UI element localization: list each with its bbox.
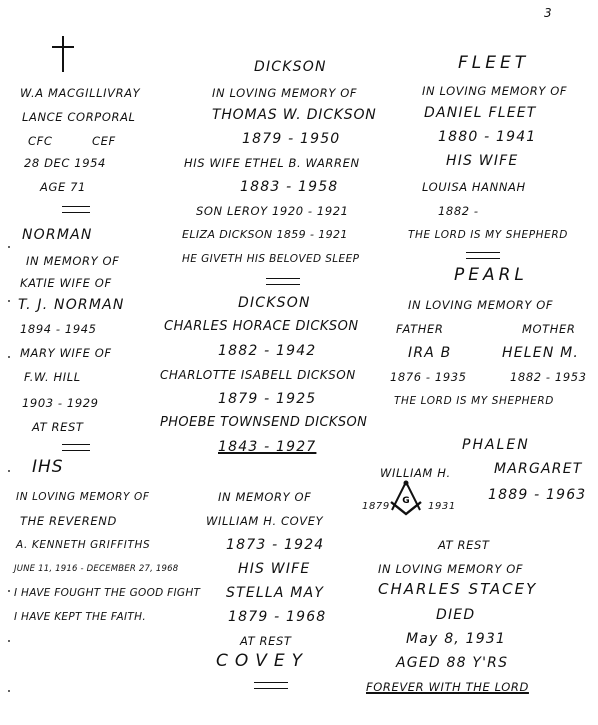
dickson-line: HE GIVETH HIS BELOVED SLEEP <box>182 253 360 265</box>
covey-line: 1879 - 1968 <box>228 609 327 625</box>
dickson-line: 1879 - 1950 <box>242 131 341 147</box>
stacey-line: DIED <box>436 607 476 623</box>
griffiths-line: IN LOVING MEMORY OF <box>16 491 150 503</box>
norman-line: 1894 - 1945 <box>20 322 97 336</box>
ihs-monogram: IHS <box>32 457 64 477</box>
divider <box>62 444 90 451</box>
svg-text:G: G <box>402 496 410 506</box>
griffiths-line: THE REVEREND <box>20 514 117 528</box>
fleet-surname: FLEET <box>458 53 530 73</box>
covey-line: IN MEMORY OF <box>218 490 312 504</box>
margin-mark <box>8 300 10 302</box>
dickson-line: THOMAS W. DICKSON <box>212 107 377 123</box>
norman-line: KATIE WIFE OF <box>20 276 112 290</box>
covey-line: HIS WIFE <box>238 561 311 577</box>
dickson2-line: 1879 - 1925 <box>218 391 317 407</box>
stacey-line: May 8, 1931 <box>406 631 507 647</box>
norman-surname: NORMAN <box>22 227 93 243</box>
stacey-line: AT REST <box>438 538 490 552</box>
margin-mark <box>8 590 10 592</box>
dickson2-line: PHOEBE TOWNSEND DICKSON <box>160 415 368 430</box>
wa-rank: LANCE CORPORAL <box>22 110 136 124</box>
phalen-line: MARGARET <box>494 461 583 477</box>
dickson2-line: CHARLES HORACE DICKSON <box>164 319 359 334</box>
divider <box>266 278 300 285</box>
margin-mark <box>8 690 10 692</box>
margin-mark <box>8 356 10 358</box>
stacey-line: IN LOVING MEMORY OF <box>378 562 524 576</box>
wa-name: W.A MACGILLIVRAY <box>20 86 141 100</box>
stacey-line: FOREVER WITH THE LORD <box>366 680 529 694</box>
divider <box>62 206 90 213</box>
pearl-line: IRA B <box>408 345 452 361</box>
dickson-line: ELIZA DICKSON 1859 - 1921 <box>182 228 348 241</box>
dickson-line: IN LOVING MEMORY OF <box>212 86 358 100</box>
fleet-line: LOUISA HANNAH <box>422 180 526 194</box>
griffiths-line: JUNE 11, 1916 - DECEMBER 27, 1968 <box>14 564 179 574</box>
pearl-line: FATHER <box>396 322 444 336</box>
dickson-line: SON LEROY 1920 - 1921 <box>196 204 349 218</box>
pearl-line: MOTHER <box>522 322 576 336</box>
covey-line: AT REST <box>240 634 292 648</box>
norman-line: F.W. HILL <box>24 370 81 384</box>
cross-icon <box>48 34 78 74</box>
fleet-line: DANIEL FLEET <box>424 105 537 121</box>
page-number: 3 <box>544 6 553 20</box>
covey-surname: COVEY <box>216 651 310 671</box>
wa-date: 28 DEC 1954 <box>24 156 106 170</box>
margin-mark <box>8 246 10 248</box>
dickson2-line: 1843 - 1927 <box>218 439 317 455</box>
griffiths-line: I HAVE KEPT THE FAITH. <box>14 611 146 623</box>
phalen-line: 1889 - 1963 <box>488 487 587 503</box>
dickson-line: 1883 - 1958 <box>240 179 339 195</box>
wa-age: AGE 71 <box>40 180 86 194</box>
phalen-line: 1931 <box>428 501 456 512</box>
norman-line: AT REST <box>32 420 84 434</box>
covey-line: WILLIAM H. COVEY <box>206 514 324 528</box>
phalen-surname: PHALEN <box>462 437 530 453</box>
divider <box>254 682 288 689</box>
phalen-line: WILLIAM H. <box>380 466 451 480</box>
covey-line: 1873 - 1924 <box>226 537 325 553</box>
stacey-line: AGED 88 Y'RS <box>396 655 509 671</box>
norman-line: T. J. NORMAN <box>18 297 125 313</box>
dickson2-surname: DICKSON <box>238 295 311 311</box>
dickson2-line: CHARLOTTE ISABELL DICKSON <box>160 368 356 382</box>
dickson2-line: 1882 - 1942 <box>218 343 317 359</box>
pearl-line: THE LORD IS MY SHEPHERD <box>394 395 554 407</box>
norman-line: 1903 - 1929 <box>22 396 99 410</box>
norman-line: IN MEMORY OF <box>26 254 120 268</box>
pearl-surname: PEARL <box>454 265 528 285</box>
wa-unit-cfc: CFC <box>28 134 53 148</box>
pearl-line: HELEN M. <box>502 345 580 361</box>
phalen-line: 1879 <box>362 501 390 512</box>
margin-mark <box>8 640 10 642</box>
griffiths-line: A. KENNETH GRIFFITHS <box>16 539 151 551</box>
griffiths-line: I HAVE FOUGHT THE GOOD FIGHT <box>14 587 201 599</box>
pearl-line: 1882 - 1953 <box>510 370 587 384</box>
wa-unit-cef: CEF <box>92 134 116 148</box>
stacey-name: CHARLES STACEY <box>378 580 538 598</box>
masonic-square-and-compass-icon <box>386 478 426 518</box>
margin-mark <box>8 470 10 472</box>
dickson-surname: DICKSON <box>254 59 327 75</box>
fleet-line: IN LOVING MEMORY OF <box>422 84 568 98</box>
fleet-line: THE LORD IS MY SHEPHERD <box>408 229 568 241</box>
divider <box>466 252 500 259</box>
dickson-line: HIS WIFE ETHEL B. WARREN <box>184 156 360 170</box>
fleet-line: HIS WIFE <box>446 153 519 169</box>
covey-line: STELLA MAY <box>226 585 325 601</box>
fleet-line: 1882 - <box>438 204 479 218</box>
norman-line: MARY WIFE OF <box>20 346 112 360</box>
pearl-line: 1876 - 1935 <box>390 370 467 384</box>
fleet-line: 1880 - 1941 <box>438 129 537 145</box>
pearl-line: IN LOVING MEMORY OF <box>408 298 554 312</box>
